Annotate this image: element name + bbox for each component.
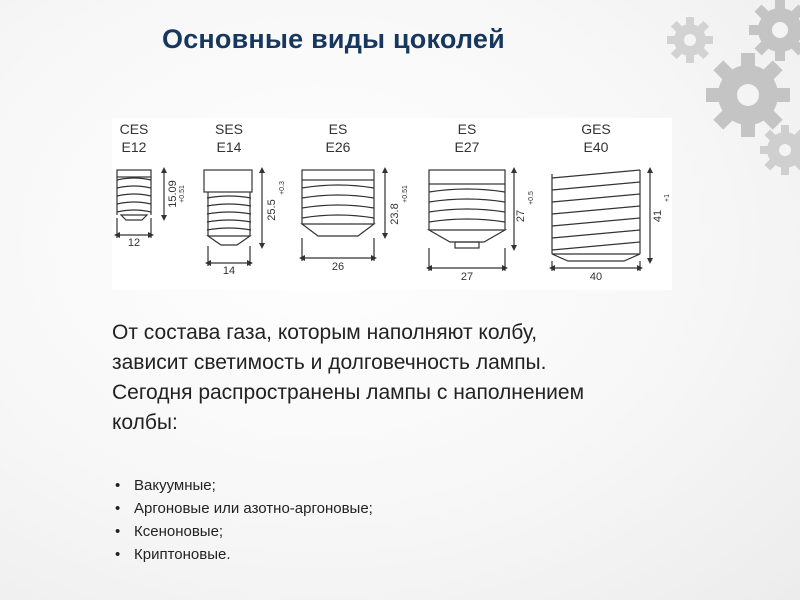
socket-size: E40 [583, 139, 609, 155]
socket-drawings [112, 118, 672, 290]
socket-code: CES [119, 121, 149, 137]
dimension-width: 26 [331, 261, 345, 273]
dimension-width: 14 [222, 265, 236, 277]
socket-size: E26 [325, 139, 351, 155]
dimension-width: 27 [460, 271, 474, 283]
bullet-icon: • [115, 477, 121, 494]
gear-icon [706, 53, 790, 137]
bullet-icon: • [115, 500, 121, 517]
list-item: • Криптоновые. [112, 543, 612, 566]
socket-ces-e12 [117, 121, 186, 249]
list-item: • Ксеноновые; [112, 520, 612, 543]
socket-code: SES [214, 121, 244, 137]
slide-title: Основные виды цоколей [162, 24, 505, 54]
gear-icon [760, 125, 800, 175]
socket-types-figure [112, 118, 672, 290]
socket-size: E12 [121, 139, 147, 155]
list-item: • Аргоновые или азотно-аргоновые; [112, 497, 612, 520]
socket-ses-e14 [204, 121, 286, 277]
dimension-height: 27 [515, 209, 527, 223]
socket-code: ES [328, 121, 348, 137]
socket-code: ES [457, 121, 477, 137]
dimension-tolerance: +0.5 [528, 191, 535, 205]
socket-size: E27 [454, 139, 480, 155]
dimension-height: 41 [652, 209, 664, 223]
dimension-height: 15.09 [167, 180, 179, 208]
bullet-icon: • [115, 546, 121, 563]
socket-size: E14 [216, 139, 242, 155]
socket-es-e27 [429, 121, 535, 283]
dimension-height: 25.5 [266, 199, 278, 221]
dimension-width: 12 [127, 237, 141, 249]
dimension-width: 40 [589, 271, 603, 283]
socket-ges-e40 [552, 121, 671, 283]
dimension-tolerance: +1 [664, 194, 671, 202]
paragraph-line: зависит светимость и долговечность лампы. [112, 351, 547, 374]
paragraph-line: От состава газа, которым наполняют колбу, [112, 321, 538, 344]
socket-es-e26 [302, 121, 409, 273]
socket-code: GES [581, 121, 611, 137]
body-paragraph [112, 318, 712, 438]
paragraph-line: Сегодня распространены лампы с наполнением [112, 381, 585, 404]
dimension-tolerance: +0.51 [179, 185, 186, 203]
bullet-icon: • [115, 523, 121, 540]
paragraph-line: колбы: [112, 411, 178, 434]
gas-type-list [112, 474, 612, 566]
list-item: • Вакуумные; [112, 474, 612, 497]
gear-icon [749, 0, 800, 61]
dimension-tolerance: +0.3 [279, 181, 286, 195]
dimension-tolerance: +0.51 [402, 185, 409, 203]
dimension-height: 23.8 [389, 203, 401, 225]
